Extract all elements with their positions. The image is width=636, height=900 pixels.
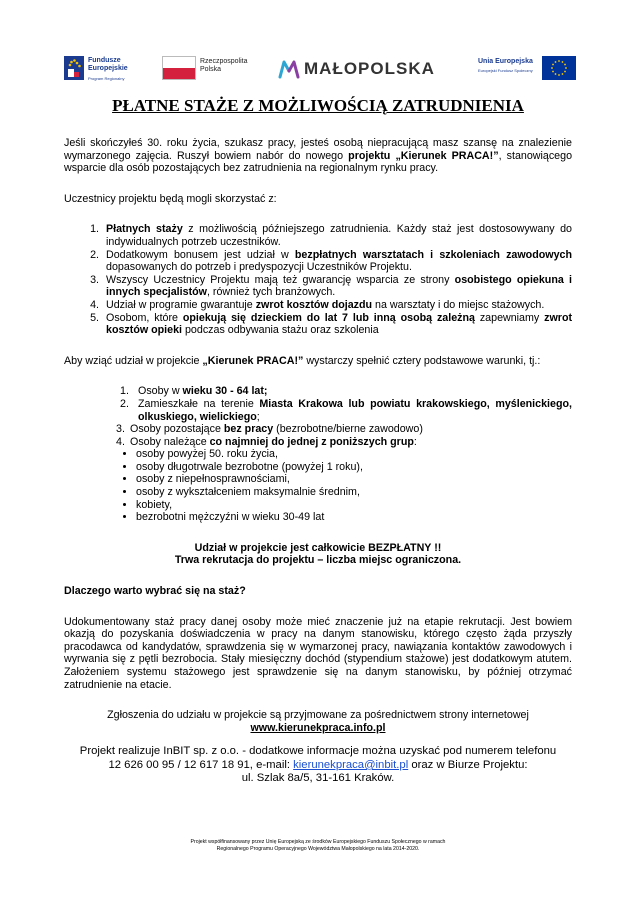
participants-lead: Uczestnicy projektu będą mogli skorzystać z: — [64, 192, 277, 205]
fe-line2: Europejskie — [88, 65, 128, 72]
conditions-lead-project: „Kierunek PRACA!” — [202, 354, 304, 367]
group-item: • osoby długotrwale bezrobotne (powyżej 1 roku), — [136, 461, 572, 474]
benefit-text: Udział w programie gwarantuje — [106, 298, 256, 311]
free-line-1: Udział w projekcie jest całkowicie BEZPŁATNY !! — [194, 541, 442, 554]
condition-text: Osoby należące — [130, 435, 210, 448]
document-body — [64, 137, 572, 786]
benefit-bold: Płatnych staży — [106, 223, 183, 236]
group-item: • kobiety, — [136, 499, 572, 512]
intro-text: Jeśli skończyłeś 30. roku życia, szukasz pracy, jesteś osobą niepracującą masz szansę na znalezienie wymarzonego zajęcia. Ruszył bowiem nabór do nowego — [64, 137, 572, 162]
condition-item — [116, 436, 572, 449]
free-line-2: Trwa rekrutacja do projektu – liczba miejsc ograniczona. — [174, 554, 462, 567]
group-item: • osoby z niepełnosprawnościami, — [136, 473, 572, 486]
malopolska-name: MAŁOPOLSKA — [304, 59, 435, 78]
benefit-text: Dodatkowym bonusem jest udział w — [106, 248, 295, 261]
intro-project-name: projektu „Kierunek PRACA!” — [348, 149, 499, 162]
page-title: PŁATNE STAŻE Z MOŻLIWOŚCIĄ ZATRUDNIENIA — [112, 96, 524, 115]
condition-text-end: : — [413, 435, 417, 448]
benefit-bold: osobistego opiekuna i innych specjalistów — [106, 273, 572, 299]
condition-number: 1. — [120, 385, 129, 398]
benefit-text-end: , również tych branżowych. — [206, 286, 336, 299]
condition-item — [120, 385, 572, 398]
condition-text-end: (bezrobotne/bierne zawodowo) — [273, 423, 423, 436]
benefit-item — [102, 299, 572, 312]
benefit-text-end: zapewniamy — [474, 311, 545, 324]
benefit-text: Osobom, które — [106, 311, 183, 324]
benefit-text: z możliwością późniejszego zatrudnienia. Każdy staż jest dostosowywany do indywidualnych potrzeb uczestników. — [106, 223, 573, 248]
condition-bold: bez pracy — [223, 423, 274, 436]
website-link[interactable]: www.kierunekpraca.info.pl — [250, 721, 386, 734]
benefit-text-end: na warsztaty i do miejsc stażowych. — [372, 298, 545, 311]
benefit-item — [102, 223, 572, 248]
footnote-line-2: Regionalnego Programu Operacyjnego Województwa Małopolskiego na lata 2014-2020. — [216, 846, 420, 852]
benefit-text-end: dopasowanych do potrzeb i predyspozycji Uczestników Projektu. — [106, 261, 412, 274]
footnote — [120, 839, 516, 853]
contact-block — [64, 745, 572, 786]
group-item: • osoby powyżej 50. roku życia, — [136, 448, 572, 461]
contact-phones: 12 626 00 95 / 12 617 18 91, e-mail: — [108, 758, 294, 771]
malopolska-m-icon — [278, 58, 300, 80]
condition-number: 3. — [116, 423, 125, 436]
conditions-list — [64, 385, 572, 448]
condition-text: Osoby w — [138, 385, 183, 398]
intro-text-end: , stanowiącego wsparcie dla osób pozostających bez zatrudnienia na regionalnym rynku pracy. — [64, 149, 573, 175]
conditions-lead — [64, 355, 572, 368]
why-heading: Dlaczego warto wybrać się na staż? — [64, 585, 246, 598]
condition-number: 2. — [120, 397, 129, 410]
condition-text: Osoby pozostające — [130, 423, 224, 436]
contact-line-2 — [64, 759, 572, 773]
condition-text-end: ; — [256, 410, 260, 423]
benefit-bold: bezpłatnych warsztatach i szkoleniach zawodowych — [294, 248, 573, 261]
benefit-bold: opiekują się dzieckiem do lat 7 lub inną osobą zależną — [182, 311, 475, 324]
rp-line1: Rzeczpospolita — [200, 58, 248, 65]
malopolska-logo — [278, 52, 438, 88]
condition-text: Zamieszkałe na terenie — [138, 397, 260, 410]
benefit-item — [102, 249, 572, 274]
fundusze-europejskie-logo — [64, 52, 164, 88]
contact-office: oraz w Biurze Projektu: — [408, 758, 528, 771]
ue-sub: Europejski Fundusz Społeczny — [478, 68, 533, 73]
condition-item — [116, 423, 572, 436]
fe-sub: Program Regionalny — [88, 76, 125, 81]
condition-number: 4. — [116, 435, 125, 448]
logo-bar — [64, 52, 564, 88]
benefits-list — [64, 223, 572, 336]
benefit-text: Wszyscy Uczestnicy Projektu mają też gwarancję wsparcia ze strony — [106, 273, 455, 286]
fe-line1: Fundusze — [88, 57, 121, 64]
ue-line1: Unia Europejska — [478, 58, 533, 65]
contact-line-1: Projekt realizuje InBIT sp. z o.o. - dodatkowe informacje można uzyskać pod numerem telefonu — [79, 745, 557, 758]
group-item: • bezrobotni mężczyźni w wieku 30-49 lat — [136, 511, 572, 524]
contact-address: ul. Szlak 8a/5, 31-161 Kraków. — [241, 772, 395, 785]
benefit-bold-extra: zwrot kosztów opieki — [106, 311, 573, 337]
conditions-lead-text-end: wystarczy spełnić cztery podstawowe warunki, tj.: — [303, 354, 541, 367]
fundusze-europejskie-icon — [64, 56, 84, 80]
condition-bold: Miasta Krakowa lub powiatu krakowskiego, myślenickiego, olkuskiego, wielickiego — [138, 397, 572, 423]
rzeczpospolita-logo — [162, 52, 252, 88]
conditions-lead-text: Aby wziąć udział w projekcie — [64, 354, 203, 367]
email-link[interactable]: kierunekpraca@inbit.pl — [293, 758, 409, 771]
rp-line2: Polska — [200, 66, 222, 73]
condition-bold: co najmniej do jednej z poniższych grup — [209, 435, 414, 448]
poland-flag-icon — [162, 56, 196, 80]
eu-flag-icon — [542, 56, 576, 80]
benefit-item — [102, 312, 572, 337]
condition-bold: wieku 30 - 64 lat; — [182, 385, 268, 398]
footnote-line-1: Projekt współfinansowany przez Unię Europejską ze środków Europejskiego Funduszu Społecznego w ramach — [190, 839, 446, 845]
why-paragraph: Udokumentowany staż pracy danej osoby może mieć znaczenie już na etapie rekrutacji. Jest bowiem okazją do pozyskania doświadczenia w pracy na danym stanowisku, którego często żąda przyszły pracodawca od kandydatów, sprawdzenia się w wymarzonej pracy, nawiązania kontaktów zawodowych i wyrwania się z pętli bezrobocia. Stały miesięczny dochód (stypendium stażowe) jest dodatkowym atutem. Założeniem systemu stażowego jest sprawdzenie się na danym stanowisku, by później otrzymać zatrudnienie na etacie. — [64, 615, 572, 691]
benefit-text-extra: podczas odbywania stażu oraz szkolenia — [182, 324, 379, 337]
intro-paragraph — [64, 137, 572, 175]
benefit-bold: zwrot kosztów dojazdu — [255, 298, 373, 311]
apply-line: Zgłoszenia do udziału w projekcie są przyjmowane za pośrednictwem strony internetowej — [107, 709, 529, 722]
unia-europejska-logo — [478, 52, 578, 88]
benefit-item — [102, 274, 572, 299]
group-item: • osoby z wykształceniem maksymalnie średnim, — [136, 486, 572, 499]
groups-list — [64, 448, 572, 524]
condition-item — [120, 398, 572, 423]
